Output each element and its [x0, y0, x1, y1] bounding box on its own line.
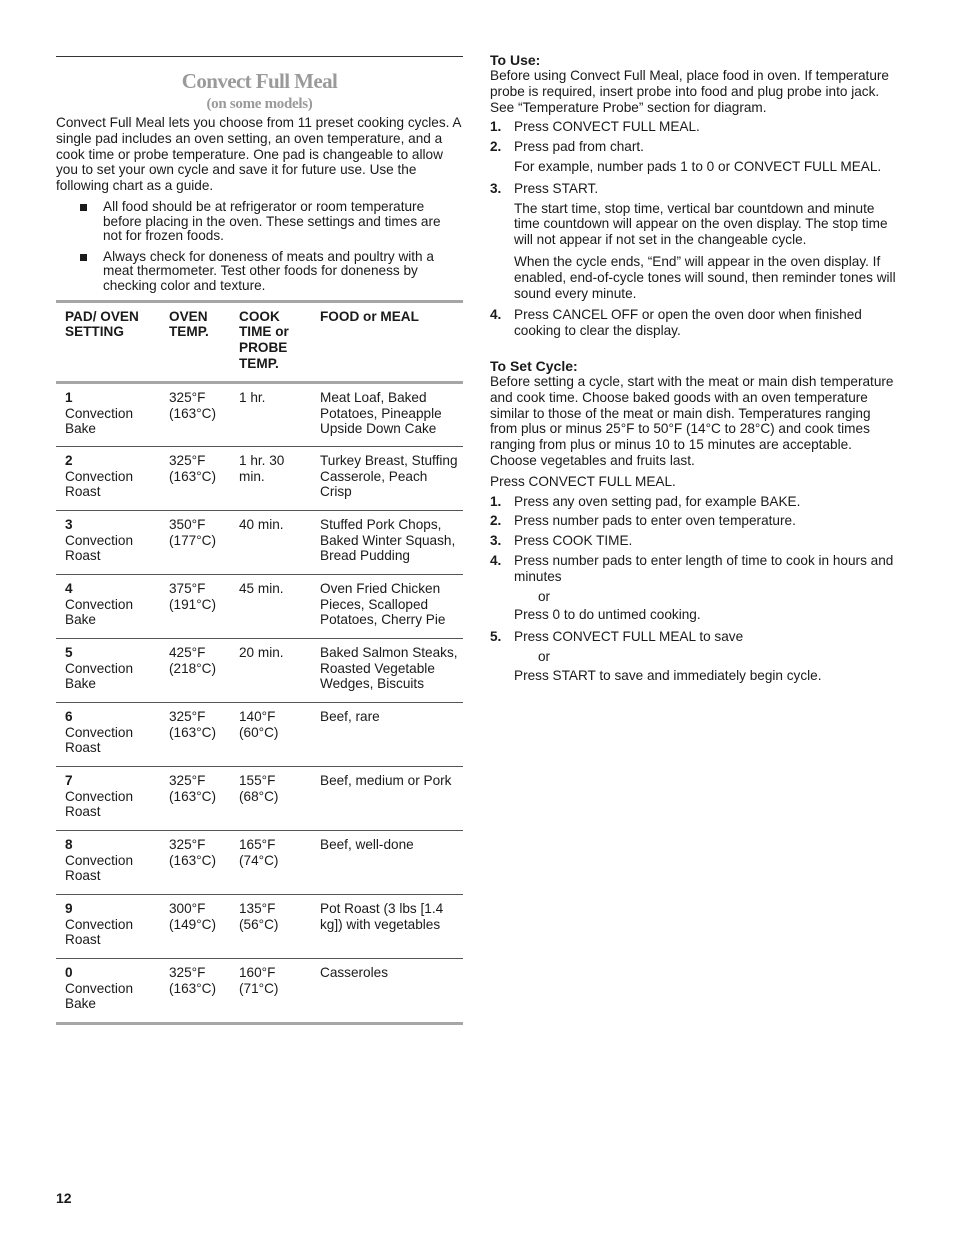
pad-number: 8 — [65, 836, 73, 852]
step-number: 4. — [490, 307, 502, 323]
step-text: Press COOK TIME. — [514, 533, 633, 549]
oven-setting: Convection Bake — [65, 405, 134, 437]
step-item — [490, 513, 900, 529]
cell-pad-setting — [56, 510, 160, 574]
oven-setting: Convection Bake — [65, 660, 134, 692]
table-row — [56, 382, 463, 446]
cell-oven-temp: 350°F (177°C) — [160, 510, 230, 574]
cell-pad-setting — [56, 446, 160, 510]
cell-pad-setting — [56, 638, 160, 702]
to-set-heading: To Set Cycle: — [490, 357, 578, 374]
square-bullet-icon — [80, 204, 87, 211]
step-note: When the cycle ends, “End” will appear in the oven display. If enabled, end-of-cycle tones will sound, then reminder tones will sound every minute. — [514, 253, 896, 301]
bullet-text: All food should be at refrigerator or room temperature before placing in the oven. These settings and times are not for frozen foods. — [103, 198, 441, 244]
header-cook-time: COOK TIME or PROBE TEMP. — [230, 301, 311, 382]
cell-pad-setting — [56, 830, 160, 894]
step-note: The start time, stop time, vertical bar countdown and minute time countdown will appear on the oven display. The stop time will not appear if not set in the changeable cycle. — [514, 200, 888, 248]
to-set-intro: Before setting a cycle, start with the meat or main dish temperature and cook time. Choose baked goods with an oven temperature similar to those of the meat or main dish. Temperatures ranging from plus or minus 25°F to 50°F (14°C to 28°C) and cook times ranging from plus or minus 10 to 15 minutes are acceptable. Choose vegetables and fruits last. — [490, 373, 894, 468]
pad-number: 2 — [65, 452, 73, 468]
table-row — [56, 766, 463, 830]
cell-pad-setting — [56, 766, 160, 830]
cell-cook-time: 140°F (60°C) — [230, 702, 311, 766]
step-item — [490, 119, 900, 135]
cell-cook-time: 1 hr. — [239, 389, 266, 405]
oven-setting: Convection Roast — [65, 852, 134, 884]
step-item — [490, 494, 900, 510]
or-text: or — [538, 648, 551, 664]
step-text: Press number pads to enter length of time to cook in hours and minutes — [514, 552, 894, 584]
to-use-intro: Before using Convect Full Meal, place food in oven. If temperature probe is required, insert probe into food and plug probe into jack. See “Temperature Probe” section for diagram. — [490, 68, 889, 115]
bullet-item — [56, 200, 463, 244]
cell-oven-temp: 325°F (163°C) — [160, 702, 230, 766]
cell-food: Beef, rare — [311, 702, 463, 766]
step-item — [490, 629, 900, 645]
header-pad-setting: PAD/ OVEN SETTING — [56, 301, 160, 382]
cell-oven-temp: 325°F (163°C) — [160, 958, 230, 1023]
table-row — [56, 510, 463, 574]
cell-oven-temp: 325°F (163°C) — [169, 389, 216, 421]
bullet-list — [56, 200, 463, 294]
bullet-item — [56, 250, 463, 294]
step-item — [490, 553, 900, 585]
pad-number: 4 — [65, 580, 73, 596]
table-row — [56, 830, 463, 894]
cell-food: Casseroles — [311, 958, 463, 1023]
table-row — [56, 446, 463, 510]
cell-oven-temp: 375°F (191°C) — [160, 574, 230, 638]
cell-oven-temp: 325°F (163°C) — [160, 446, 230, 510]
table-row — [56, 702, 463, 766]
oven-setting: Convection Roast — [65, 724, 134, 756]
pad-number: 3 — [65, 516, 73, 532]
section-rule — [56, 56, 463, 57]
right-column — [490, 52, 900, 690]
cell-cook-time: 135°F (56°C) — [230, 894, 311, 958]
pad-number: 5 — [65, 644, 73, 660]
cell-food: Pot Roast (3 lbs [1.4 kg]) with vegetables — [311, 894, 463, 958]
cell-pad-setting — [56, 574, 160, 638]
step-item — [490, 533, 900, 549]
step-text: Press CANCEL OFF or open the oven door when finished cooking to clear the display. — [514, 307, 862, 339]
table-row — [56, 894, 463, 958]
to-use-steps-cont — [490, 181, 900, 197]
cell-cook-time: 165°F (74°C) — [230, 830, 311, 894]
cell-pad-setting — [56, 958, 160, 1023]
cell-food: Baked Salmon Steaks, Roasted Vegetable Wedges, Biscuits — [311, 638, 463, 702]
cell-cook-time: 1 hr. 30 min. — [230, 446, 311, 510]
table-row — [56, 574, 463, 638]
cell-cook-time: 20 min. — [230, 638, 311, 702]
to-use-heading: To Use: — [490, 52, 541, 68]
pad-number: 1 — [65, 389, 73, 405]
preset-chart-table — [56, 300, 463, 1025]
cell-food: Beef, well-done — [311, 830, 463, 894]
header-oven-temp: OVEN TEMP. — [160, 301, 230, 382]
cell-cook-time: 45 min. — [230, 574, 311, 638]
table-row — [56, 638, 463, 702]
cell-food: Oven Fried Chicken Pieces, Scalloped Potatoes, Cherry Pie — [311, 574, 463, 638]
pad-number: 7 — [65, 772, 73, 788]
step-text: Press pad from chart. — [514, 139, 644, 155]
cell-oven-temp: 325°F (163°C) — [160, 830, 230, 894]
cell-pad-setting — [56, 894, 160, 958]
header-food: FOOD or MEAL — [311, 301, 463, 382]
step-note: For example, number pads 1 to 0 or CONVECT FULL MEAL. — [514, 158, 882, 174]
table-row — [56, 958, 463, 1023]
step-number: 4. — [490, 552, 502, 568]
step-number: 1. — [490, 119, 502, 135]
step-alt: Press 0 to do untimed cooking. — [514, 607, 701, 623]
pad-number: 0 — [65, 964, 73, 980]
cell-pad-setting — [56, 702, 160, 766]
oven-setting: Convection Roast — [65, 916, 134, 948]
step-text: Press START. — [514, 180, 599, 196]
or-text: or — [538, 588, 551, 604]
left-column — [56, 56, 463, 1025]
step-number: 1. — [490, 493, 502, 509]
oven-setting: Convection Roast — [65, 788, 134, 820]
pad-number: 9 — [65, 900, 73, 916]
step-item — [490, 181, 900, 197]
cell-oven-temp: 300°F (149°C) — [160, 894, 230, 958]
to-set-press: Press CONVECT FULL MEAL. — [490, 473, 676, 489]
step-number: 3. — [490, 533, 502, 549]
step-number: 5. — [490, 629, 502, 645]
step-alt: Press START to save and immediately begin cycle. — [514, 667, 822, 683]
to-use-steps — [490, 119, 900, 155]
step-number: 2. — [490, 513, 502, 529]
step-item — [490, 307, 900, 339]
to-set-steps-end — [490, 629, 900, 645]
to-set-steps — [490, 494, 900, 585]
bullet-text: Always check for doneness of meats and poultry with a meat thermometer. Test other foods for doneness by checking color and texture. — [103, 248, 434, 293]
oven-setting: Convection Bake — [65, 980, 134, 1012]
section-subtitle: (on some models) — [206, 96, 313, 112]
cell-food: Meat Loaf, Baked Potatoes, Pineapple Upside Down Cake — [320, 389, 442, 437]
step-text: Press CONVECT FULL MEAL. — [514, 119, 700, 135]
cell-oven-temp: 325°F (163°C) — [160, 766, 230, 830]
section-intro: Convect Full Meal lets you choose from 11 preset cooking cycles. A single pad includes an oven setting, an oven temperature, and a cook time or probe temperature. One pad is changeable to allow you to set your own cycle and save it for future use. Use the following chart as a guide. — [56, 115, 461, 194]
oven-setting: Convection Roast — [65, 532, 134, 564]
cell-food: Stuffed Pork Chops, Baked Winter Squash, Bread Pudding — [311, 510, 463, 574]
page-number: 12 — [56, 1190, 72, 1206]
step-number: 3. — [490, 180, 502, 196]
oven-setting: Convection Bake — [65, 596, 134, 628]
square-bullet-icon — [80, 254, 87, 261]
table-header-row — [56, 301, 463, 382]
cell-cook-time: 155°F (68°C) — [230, 766, 311, 830]
step-text: Press any oven setting pad, for example BAKE. — [514, 493, 801, 509]
section-title: Convect Full Meal — [181, 69, 338, 93]
cell-food: Turkey Breast, Stuffing Casserole, Peach Crisp — [311, 446, 463, 510]
cell-food: Beef, medium or Pork — [311, 766, 463, 830]
step-text: Press number pads to enter oven temperature. — [514, 513, 796, 529]
cell-cook-time: 160°F (71°C) — [230, 958, 311, 1023]
cell-cook-time: 40 min. — [230, 510, 311, 574]
step-item — [490, 139, 900, 155]
step-number: 2. — [490, 139, 502, 155]
pad-number: 6 — [65, 708, 73, 724]
step-text: Press CONVECT FULL MEAL to save — [514, 629, 744, 645]
oven-setting: Convection Roast — [65, 468, 134, 500]
to-use-steps-end — [490, 307, 900, 339]
cell-oven-temp: 425°F (218°C) — [160, 638, 230, 702]
cell-pad-setting — [56, 382, 160, 446]
